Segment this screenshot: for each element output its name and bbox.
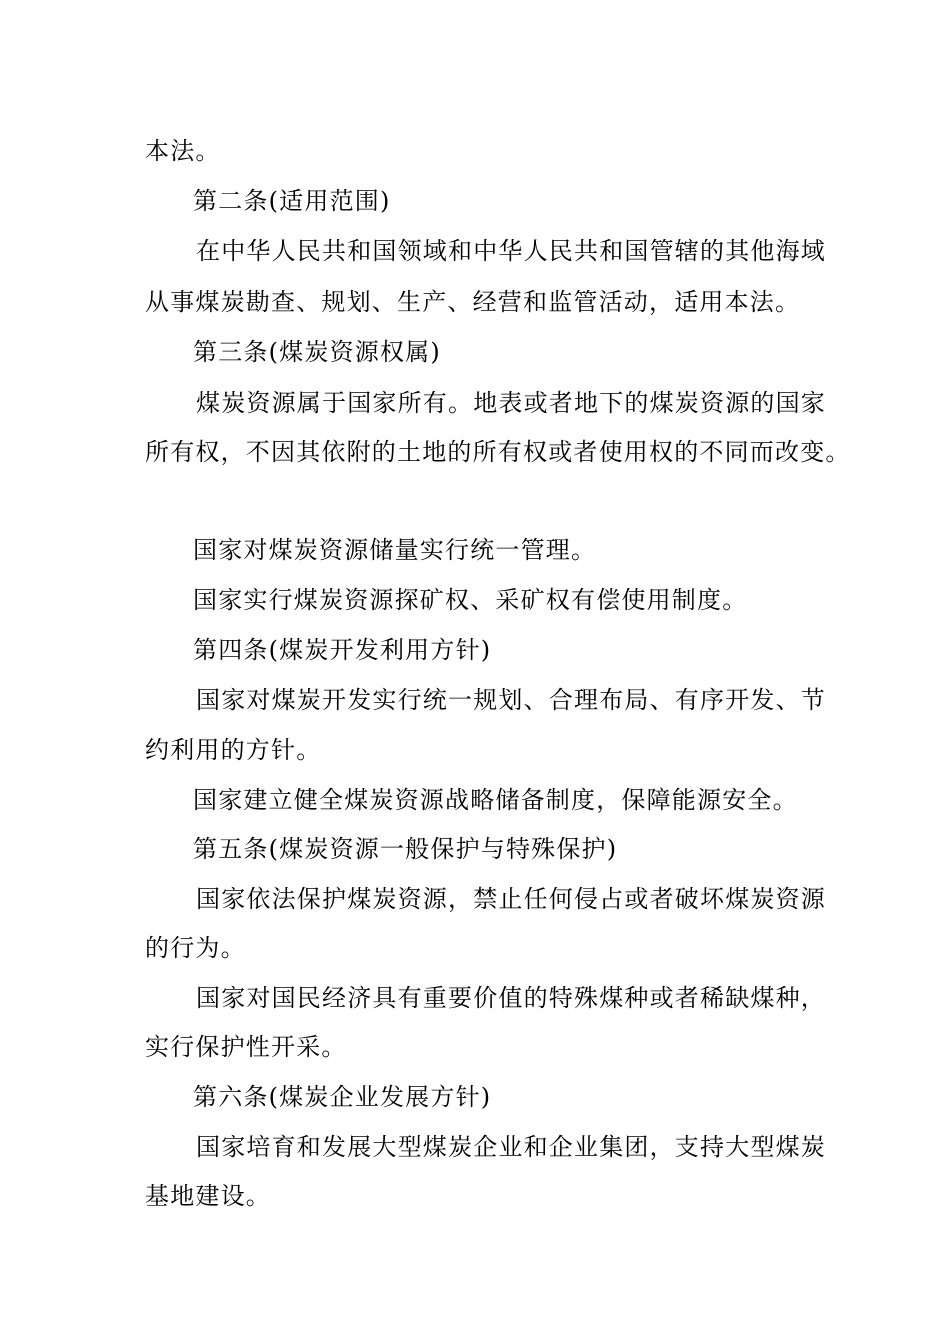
- paragraph-line: 煤炭资源属于国家所有。地表或者地下的煤炭资源的国家: [196, 389, 826, 417]
- paragraph-line: 国家对煤炭资源储量实行统一管理。: [193, 536, 597, 564]
- paragraph-line: 在中华人民共和国领域和中华人民共和国管辖的其他海域: [196, 237, 826, 265]
- paragraph-line: 实行保护性开采。: [145, 1033, 347, 1061]
- paragraph-line: 国家建立健全煤炭资源战略储备制度，保障能源安全。: [193, 786, 798, 814]
- article-heading-4: 第四条(煤炭开发利用方针): [193, 636, 492, 664]
- article-heading-5: 第五条(煤炭资源一般保护与特殊保护): [193, 835, 618, 863]
- text-line-continuation: 本法。: [145, 137, 221, 165]
- paragraph-line: 国家对国民经济具有重要价值的特殊煤种或者稀缺煤种，: [196, 984, 826, 1012]
- article-heading-6: 第六条(煤炭企业发展方针): [193, 1083, 492, 1111]
- article-heading-2: 第二条(适用范围): [193, 187, 391, 215]
- paragraph-line: 国家培育和发展大型煤炭企业和企业集团，支持大型煤炭: [196, 1133, 826, 1161]
- paragraph-line: 的行为。: [145, 934, 246, 962]
- paragraph-line: 国家对煤炭开发实行统一规划、合理布局、有序开发、节: [196, 686, 826, 714]
- paragraph-line: 基地建设。: [145, 1182, 271, 1210]
- paragraph-line: 国家依法保护煤炭资源，禁止任何侵占或者破坏煤炭资源: [196, 885, 826, 913]
- paragraph-line: 国家实行煤炭资源探矿权、采矿权有偿使用制度。: [193, 586, 748, 614]
- paragraph-line: 所有权，不因其依附的土地的所有权或者使用权的不同而改变。: [145, 438, 851, 466]
- article-heading-3: 第三条(煤炭资源权属): [193, 338, 441, 366]
- paragraph-line: 从事煤炭勘查、规划、生产、经营和监管活动，适用本法。: [145, 288, 801, 316]
- paragraph-line: 约利用的方针。: [145, 736, 322, 764]
